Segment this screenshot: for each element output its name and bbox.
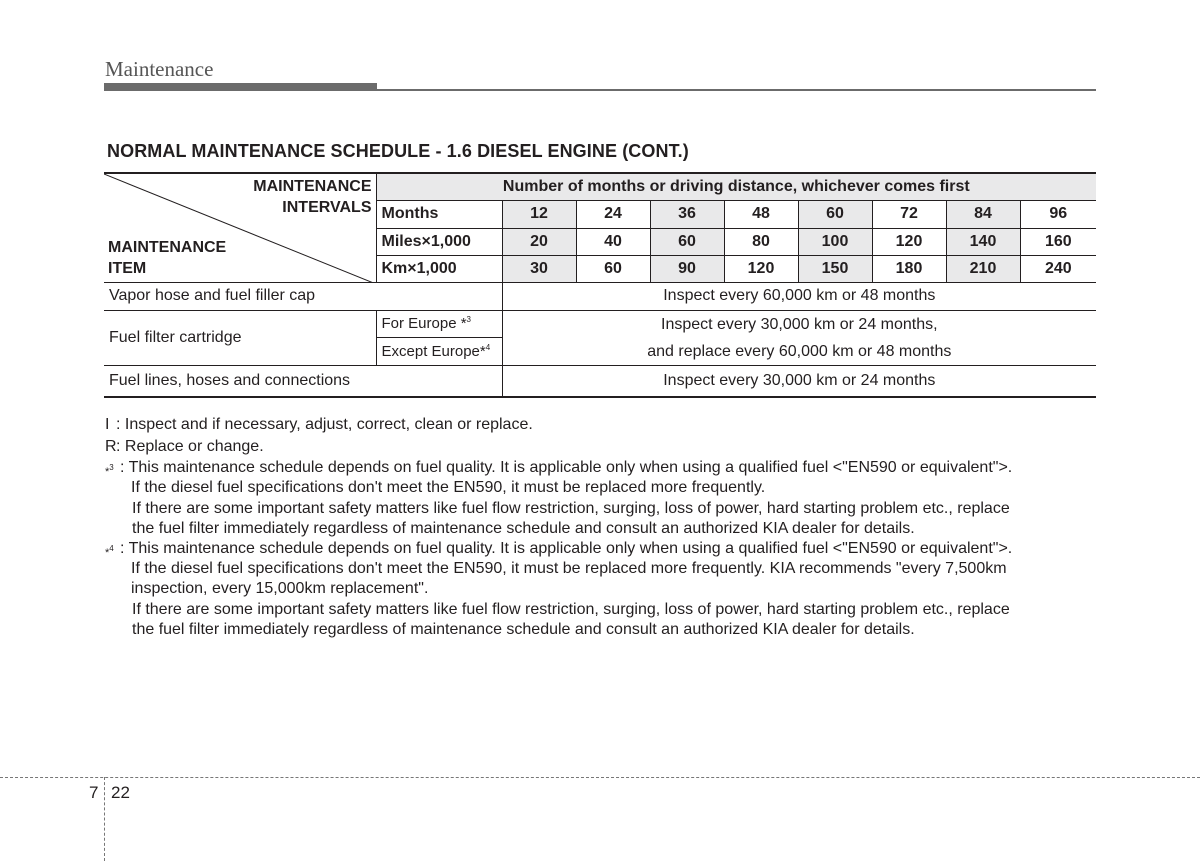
header-rule [104, 83, 1096, 91]
interval-value: 240 [1020, 255, 1096, 282]
footnote-4: *$^4$ : This maintenance schedule depends on fuel quality. It is applicable only when using a qualified fuel <"EN590 or equivalent">. If the diesel fuel specifications don't meet the EN590, it must be replaced more frequently. KIA recommends "every 7,500km inspection, every 15,000km replacement". If there are some important safety matters like fuel flow restriction, surging, loss of power, hard starting problem etc., replace the fuel filter immediately regardless of maintenance schedule and consult an authorized KIA dealer for details. [105, 540, 1013, 638]
note-replace: R : Replace or change. [105, 438, 264, 455]
interval-value: 60 [650, 228, 724, 255]
interval-value: 120 [724, 255, 798, 282]
item-row-fuel-lines [104, 365, 1096, 397]
interval-value: 36 [650, 200, 724, 228]
item-row-fuel-filter [104, 310, 1096, 338]
header-rule-thick [104, 83, 377, 91]
table-header-row [104, 173, 1096, 200]
footnote-3: *$^3$ : This maintenance schedule depends on fuel quality. It is applicable only when using a qualified fuel <"EN590 or equivalent">. If the diesel fuel specifications don't meet the EN590, it must be replaced more frequently. If there are some important safety matters like fuel flow restriction, surging, loss of power, hard starting problem etc., replace the fuel filter immediately regardless of maintenance schedule and consult an authorized KIA dealer for details. [105, 459, 1013, 537]
item-name: Fuel lines, hoses and connections [104, 365, 502, 397]
item-action: Inspect every 30,000 km or 24 months, and replace every 60,000 km or 48 months [502, 310, 1096, 365]
page-number: 22 [111, 783, 130, 802]
interval-value: 12 [502, 200, 576, 228]
interval-row-label: Miles×1,000 [376, 228, 502, 255]
interval-value: 48 [724, 200, 798, 228]
interval-value: 160 [1020, 228, 1096, 255]
interval-value: 100 [798, 228, 872, 255]
footnotes [105, 414, 1105, 640]
interval-value: 20 [502, 228, 576, 255]
interval-value: 150 [798, 255, 872, 282]
interval-value: 120 [872, 228, 946, 255]
maintenance-schedule-table [104, 172, 1096, 398]
interval-value: 60 [576, 255, 650, 282]
page-chapter-number: 7 [89, 783, 99, 802]
interval-value: 40 [576, 228, 650, 255]
interval-header-cell: Number of months or driving distance, whichever comes first [376, 173, 1096, 200]
item-sub-label-europe: For Europe *$^3$ [376, 310, 502, 338]
interval-value: 24 [576, 200, 650, 228]
corner-intervals-label: MAINTENANCE INTERVALS [253, 178, 372, 216]
item-name: Vapor hose and fuel filler cap [104, 282, 502, 310]
interval-row-label: Km×1,000 [376, 255, 502, 282]
footer-dashed-divider [104, 777, 105, 861]
table-corner-cell [104, 173, 376, 282]
interval-value: 140 [946, 228, 1020, 255]
item-row-vapor-hose [104, 282, 1096, 310]
note-inspect: I : Inspect and if necessary, adjust, correct, clean or replace. [105, 416, 533, 433]
item-action: Inspect every 30,000 km or 24 months [502, 365, 1096, 397]
corner-item-label: MAINTENANCE ITEM [108, 239, 227, 277]
item-sub-label-except-europe: Except Europe*$^4$ [376, 338, 502, 366]
interval-row-label: Months [376, 200, 502, 228]
interval-value: 96 [1020, 200, 1096, 228]
interval-value: 30 [502, 255, 576, 282]
footer-dashed-rule [0, 777, 1200, 778]
interval-value: 80 [724, 228, 798, 255]
page-header-title: Maintenance [105, 57, 214, 81]
interval-value: 210 [946, 255, 1020, 282]
interval-value: 84 [946, 200, 1020, 228]
section-title: NORMAL MAINTENANCE SCHEDULE - 1.6 DIESEL ENGINE (CONT.) [107, 141, 689, 161]
interval-value: 90 [650, 255, 724, 282]
interval-value: 180 [872, 255, 946, 282]
interval-value: 60 [798, 200, 872, 228]
header-rule-thin [377, 89, 1096, 91]
item-name: Fuel filter cartridge [104, 310, 376, 365]
item-action: Inspect every 60,000 km or 48 months [502, 282, 1096, 310]
interval-value: 72 [872, 200, 946, 228]
